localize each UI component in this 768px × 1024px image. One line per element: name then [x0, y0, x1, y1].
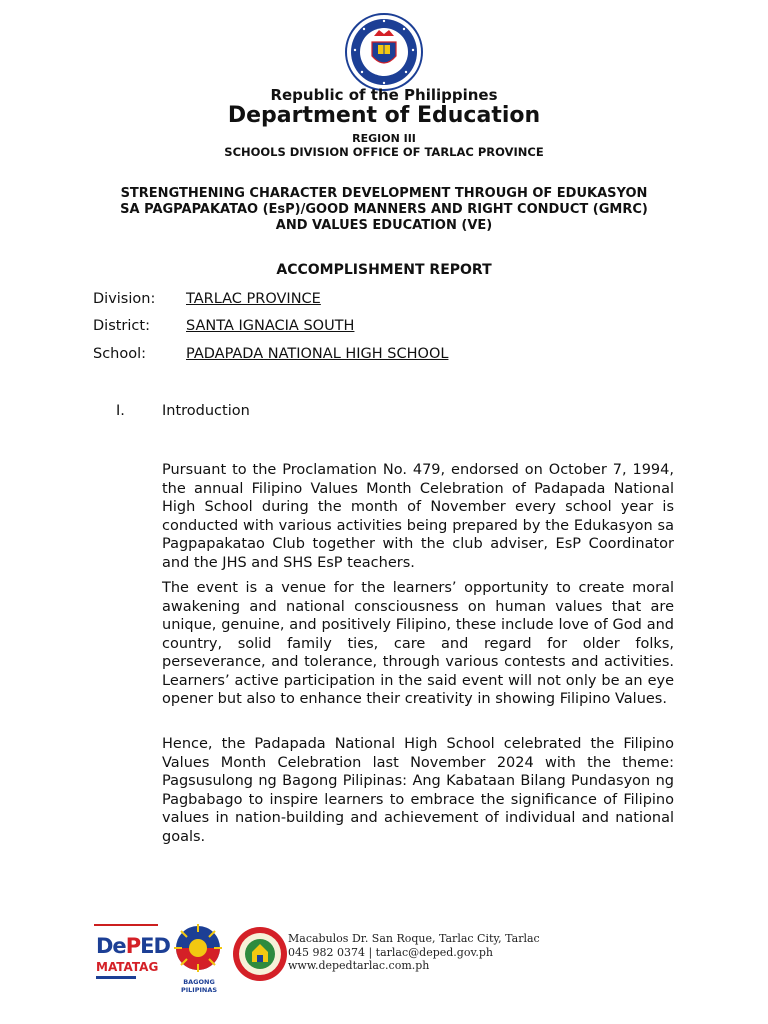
division-office-heading: SCHOOLS DIVISION OFFICE OF TARLAC PROVINCE: [224, 145, 544, 159]
section-number: I.: [116, 403, 125, 419]
address-text: Macabulos Dr. San Roque, Tarlac City, Tarlac: [288, 932, 540, 945]
department-heading: Department of Education: [227, 103, 541, 128]
division-value: TARLAC PROVINCE: [186, 291, 321, 307]
district-label: District:: [93, 318, 150, 334]
division-label: Division:: [93, 291, 156, 307]
contact-block: [288, 932, 540, 973]
website-text: www.depedtarlac.com.ph: [288, 959, 430, 972]
region-heading: REGION III: [352, 132, 416, 145]
bagong-pilipinas-label: BAGONG PILIPINAS: [180, 978, 218, 994]
deped-seal-icon: [344, 12, 424, 92]
school-value: PADAPADA NATIONAL HIGH SCHOOL: [186, 346, 449, 362]
logo-divider: [94, 924, 158, 926]
intro-paragraph: Pursuant to the Proclamation No. 479, endorsed on October 7, 1994, the annual Filipino Values Month Celebration of Padapada National High School during the month of November every school year is conducted with various activities being prepared by the Edukasyon sa Pagpapakatao Club together with the club adviser, EsP Coordinator and the JHS and SHS EsP teachers.: [162, 462, 674, 571]
deped-wordmark: DePED: [96, 934, 170, 958]
matatag-label: MATATAG: [96, 960, 159, 974]
footer: [88, 918, 540, 994]
intro-paragraph: The event is a venue for the learners’ opportunity to create moral awakening and national consciousness on human values that are unique, genuine, and positively Filipino, these include love of God and country, solid family ties, care and regard for older folks, perseverance, and tolerance, through various contests and activities. Learners’ active participation in the said event will not only be an eye opener but also to enhance their creativity in showing Filipino Values.: [162, 580, 674, 707]
district-value: SANTA IGNACIA SOUTH: [186, 318, 355, 334]
section-title: Introduction: [162, 403, 250, 419]
contact-text: 045 982 0374 | tarlac@deped.gov.ph: [288, 945, 493, 959]
intro-paragraph: Hence, the Padapada National High School celebrated the Filipino Values Month Celebration last November 2024 with the theme: Pagsusulong ng Bagong Pilipinas: Ang Kabataan Bilang Pundasyon ng Pagbabago to inspire learners to embrace the significance of Filipino values in nation-building and achievement of individual and national goals.: [162, 736, 674, 845]
report-title-line: AND VALUES EDUCATION (VE): [275, 218, 493, 233]
report-title: [0, 186, 768, 234]
logo-divider: [96, 976, 136, 979]
sdo-tarlac-seal-icon: [232, 926, 288, 982]
republic-heading: Republic of the Philippines: [270, 86, 498, 104]
report-subtitle: ACCOMPLISHMENT REPORT: [276, 262, 492, 278]
school-label: School:: [93, 346, 147, 362]
deped-matatag-logo: [94, 924, 170, 986]
report-title-line: STRENGTHENING CHARACTER DEVELOPMENT THROUGH OF EDUKASYON: [120, 186, 648, 201]
report-title-line: SA PAGPAPAKATAO (EsP)/GOOD MANNERS AND RIGHT CONDUCT (GMRC): [120, 202, 648, 217]
